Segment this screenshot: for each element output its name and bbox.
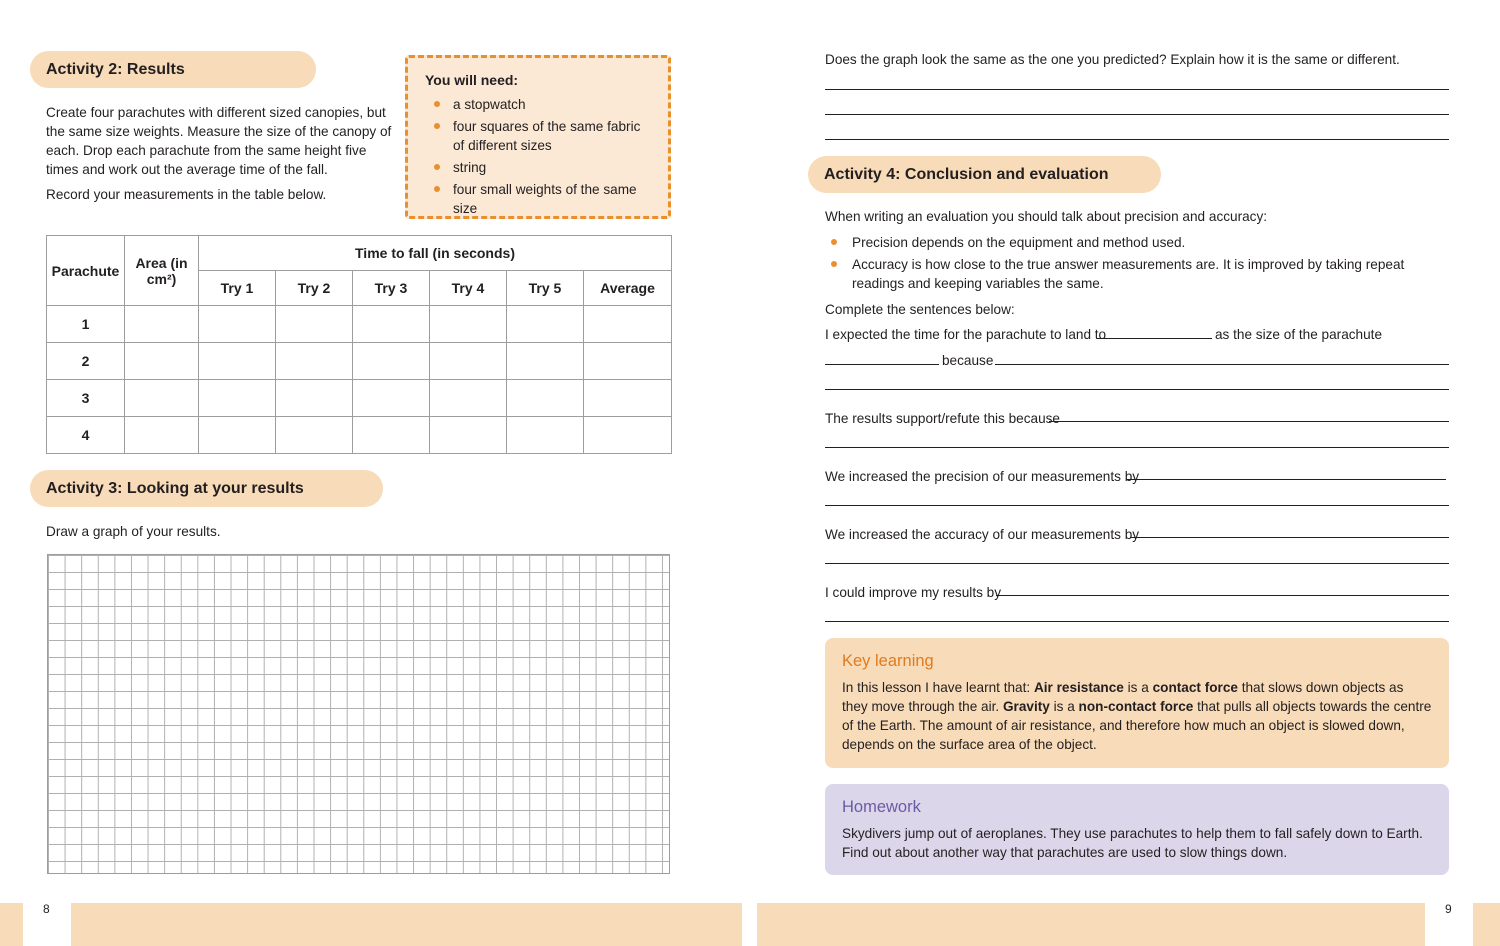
sentence-expected-part2: as the size of the parachute [1215, 327, 1383, 342]
homework-box [825, 784, 1449, 875]
row-label: 2 [47, 343, 125, 380]
activity2-instructions: Create four parachutes with different sized canopies, but the same size weights. Measure the size of the canopy of each. Drop each parachute from the same height five times and work out the average time of the fall. [46, 105, 392, 177]
header-try-3: Try 3 [353, 271, 430, 306]
footer-bar [757, 903, 1425, 946]
graph-comparison-question: Does the graph look the same as the one you predicted? Explain how it is the same or different. [825, 52, 1400, 67]
header-try-5: Try 5 [507, 271, 584, 306]
precision-bullet: Precision depends on the equipment and method used. [825, 233, 1445, 252]
table-cell[interactable] [507, 343, 584, 380]
table-cell[interactable] [584, 417, 672, 454]
homework-title: Homework [842, 798, 921, 816]
term-non-contact-force: non-contact force [1078, 699, 1194, 714]
accuracy-bullet: Accuracy is how close to the true answer measurements are. It is improved by taking repeat readings and keeping variables the same. [825, 255, 1445, 293]
table-row [47, 417, 672, 454]
homework-text: Skydivers jump out of aeroplanes. They use parachutes to help them to fall safely down to Earth. Find out about another way that parachutes are used to slow things down. [842, 826, 1423, 860]
you-will-need-heading: You will need: [425, 72, 519, 88]
table-cell[interactable] [507, 380, 584, 417]
key-learning-text: In this lesson I have learnt that: Air resistance is a contact force that slows down objects as they move through the air. Gravity is a non-contact force that pulls all objects towards the centre of the Earth. The amount of air resistance, and therefore how much an object is slowed down, depends on the surface area of the object. [842, 680, 1432, 752]
answer-line[interactable] [825, 89, 1449, 90]
table-cell[interactable] [584, 380, 672, 417]
header-time-to-fall: Time to fall (in seconds) [199, 236, 672, 271]
answer-line[interactable] [1127, 479, 1446, 480]
table-cell[interactable] [584, 306, 672, 343]
table-cell[interactable] [199, 306, 276, 343]
table-cell[interactable] [353, 417, 430, 454]
term-gravity: Gravity [1002, 699, 1050, 714]
equipment-list [425, 95, 668, 218]
table-cell[interactable] [507, 417, 584, 454]
sentence-because: because [942, 353, 994, 368]
table-cell[interactable] [276, 306, 353, 343]
activity4-intro: When writing an evaluation you should talk about precision and accuracy: [825, 209, 1268, 224]
table-cell[interactable] [125, 380, 199, 417]
table-row [47, 343, 672, 380]
answer-line[interactable] [825, 447, 1449, 448]
table-cell[interactable] [276, 380, 353, 417]
table-row [47, 306, 672, 343]
table-cell[interactable] [353, 343, 430, 380]
you-will-need-box [405, 55, 671, 219]
header-try-1: Try 1 [199, 271, 276, 306]
activity2-record-note: Record your measurements in the table below. [46, 187, 327, 202]
page-number-right: 9 [1445, 902, 1452, 916]
equipment-item: four squares of the same fabric of different sizes [425, 117, 668, 155]
answer-line[interactable] [825, 139, 1449, 140]
table-cell[interactable] [430, 343, 507, 380]
footer-bar [71, 903, 742, 946]
table-cell[interactable] [199, 343, 276, 380]
equipment-item: four small weights of the same size [425, 180, 668, 218]
header-average: Average [584, 271, 672, 306]
sentence-precision: We increased the precision of our measurements by [825, 469, 1140, 484]
term-contact-force: contact force [1152, 680, 1238, 695]
answer-line[interactable] [825, 563, 1449, 564]
header-try-2: Try 2 [276, 271, 353, 306]
page-number-left: 8 [43, 902, 50, 916]
table-cell[interactable] [430, 306, 507, 343]
table-cell[interactable] [584, 343, 672, 380]
answer-line[interactable] [825, 114, 1449, 115]
term-air-resistance: Air resistance [1033, 680, 1124, 695]
row-label: 4 [47, 417, 125, 454]
activity3-instruction: Draw a graph of your results. [46, 524, 221, 539]
answer-line[interactable] [1049, 421, 1449, 422]
header-parachute: Parachute [47, 236, 125, 306]
table-cell[interactable] [199, 417, 276, 454]
sentence-results-support: The results support/refute this because [825, 411, 1060, 426]
complete-sentences-label: Complete the sentences below: [825, 302, 1015, 317]
activity3-heading: Activity 3: Looking at your results [30, 470, 383, 507]
table-cell[interactable] [276, 343, 353, 380]
activity2-heading: Activity 2: Results [30, 51, 316, 88]
table-cell[interactable] [507, 306, 584, 343]
equipment-item: string [425, 158, 668, 177]
equipment-item: a stopwatch [425, 95, 668, 114]
table-cell[interactable] [276, 417, 353, 454]
key-learning-box [825, 638, 1449, 768]
answer-line[interactable] [1130, 537, 1449, 538]
table-cell[interactable] [199, 380, 276, 417]
table-cell[interactable] [353, 380, 430, 417]
table-cell[interactable] [430, 380, 507, 417]
activity4-heading: Activity 4: Conclusion and evaluation [808, 156, 1161, 193]
footer-bar [1473, 903, 1500, 946]
graph-paper-grid[interactable] [47, 554, 670, 874]
table-cell[interactable] [125, 417, 199, 454]
sentence-expected-part1: I expected the time for the parachute to land to [825, 327, 1107, 342]
fill-blank-line[interactable] [825, 364, 939, 365]
results-table [46, 235, 672, 454]
answer-line[interactable] [825, 389, 1449, 390]
table-cell[interactable] [430, 417, 507, 454]
table-cell[interactable] [353, 306, 430, 343]
fill-blank-line[interactable] [1098, 338, 1212, 339]
answer-line[interactable] [996, 595, 1449, 596]
key-learning-title: Key learning [842, 652, 934, 670]
answer-line[interactable] [825, 621, 1449, 622]
header-try-4: Try 4 [430, 271, 507, 306]
footer-bar [0, 903, 23, 946]
table-cell[interactable] [125, 343, 199, 380]
header-area: Area (in cm²) [125, 236, 199, 306]
table-cell[interactable] [125, 306, 199, 343]
answer-line[interactable] [825, 505, 1449, 506]
row-label: 1 [47, 306, 125, 343]
table-row [47, 380, 672, 417]
sentence-improve: I could improve my results by [825, 585, 1002, 600]
answer-line[interactable] [995, 364, 1449, 365]
row-label: 3 [47, 380, 125, 417]
sentence-accuracy: We increased the accuracy of our measurements by [825, 527, 1140, 542]
